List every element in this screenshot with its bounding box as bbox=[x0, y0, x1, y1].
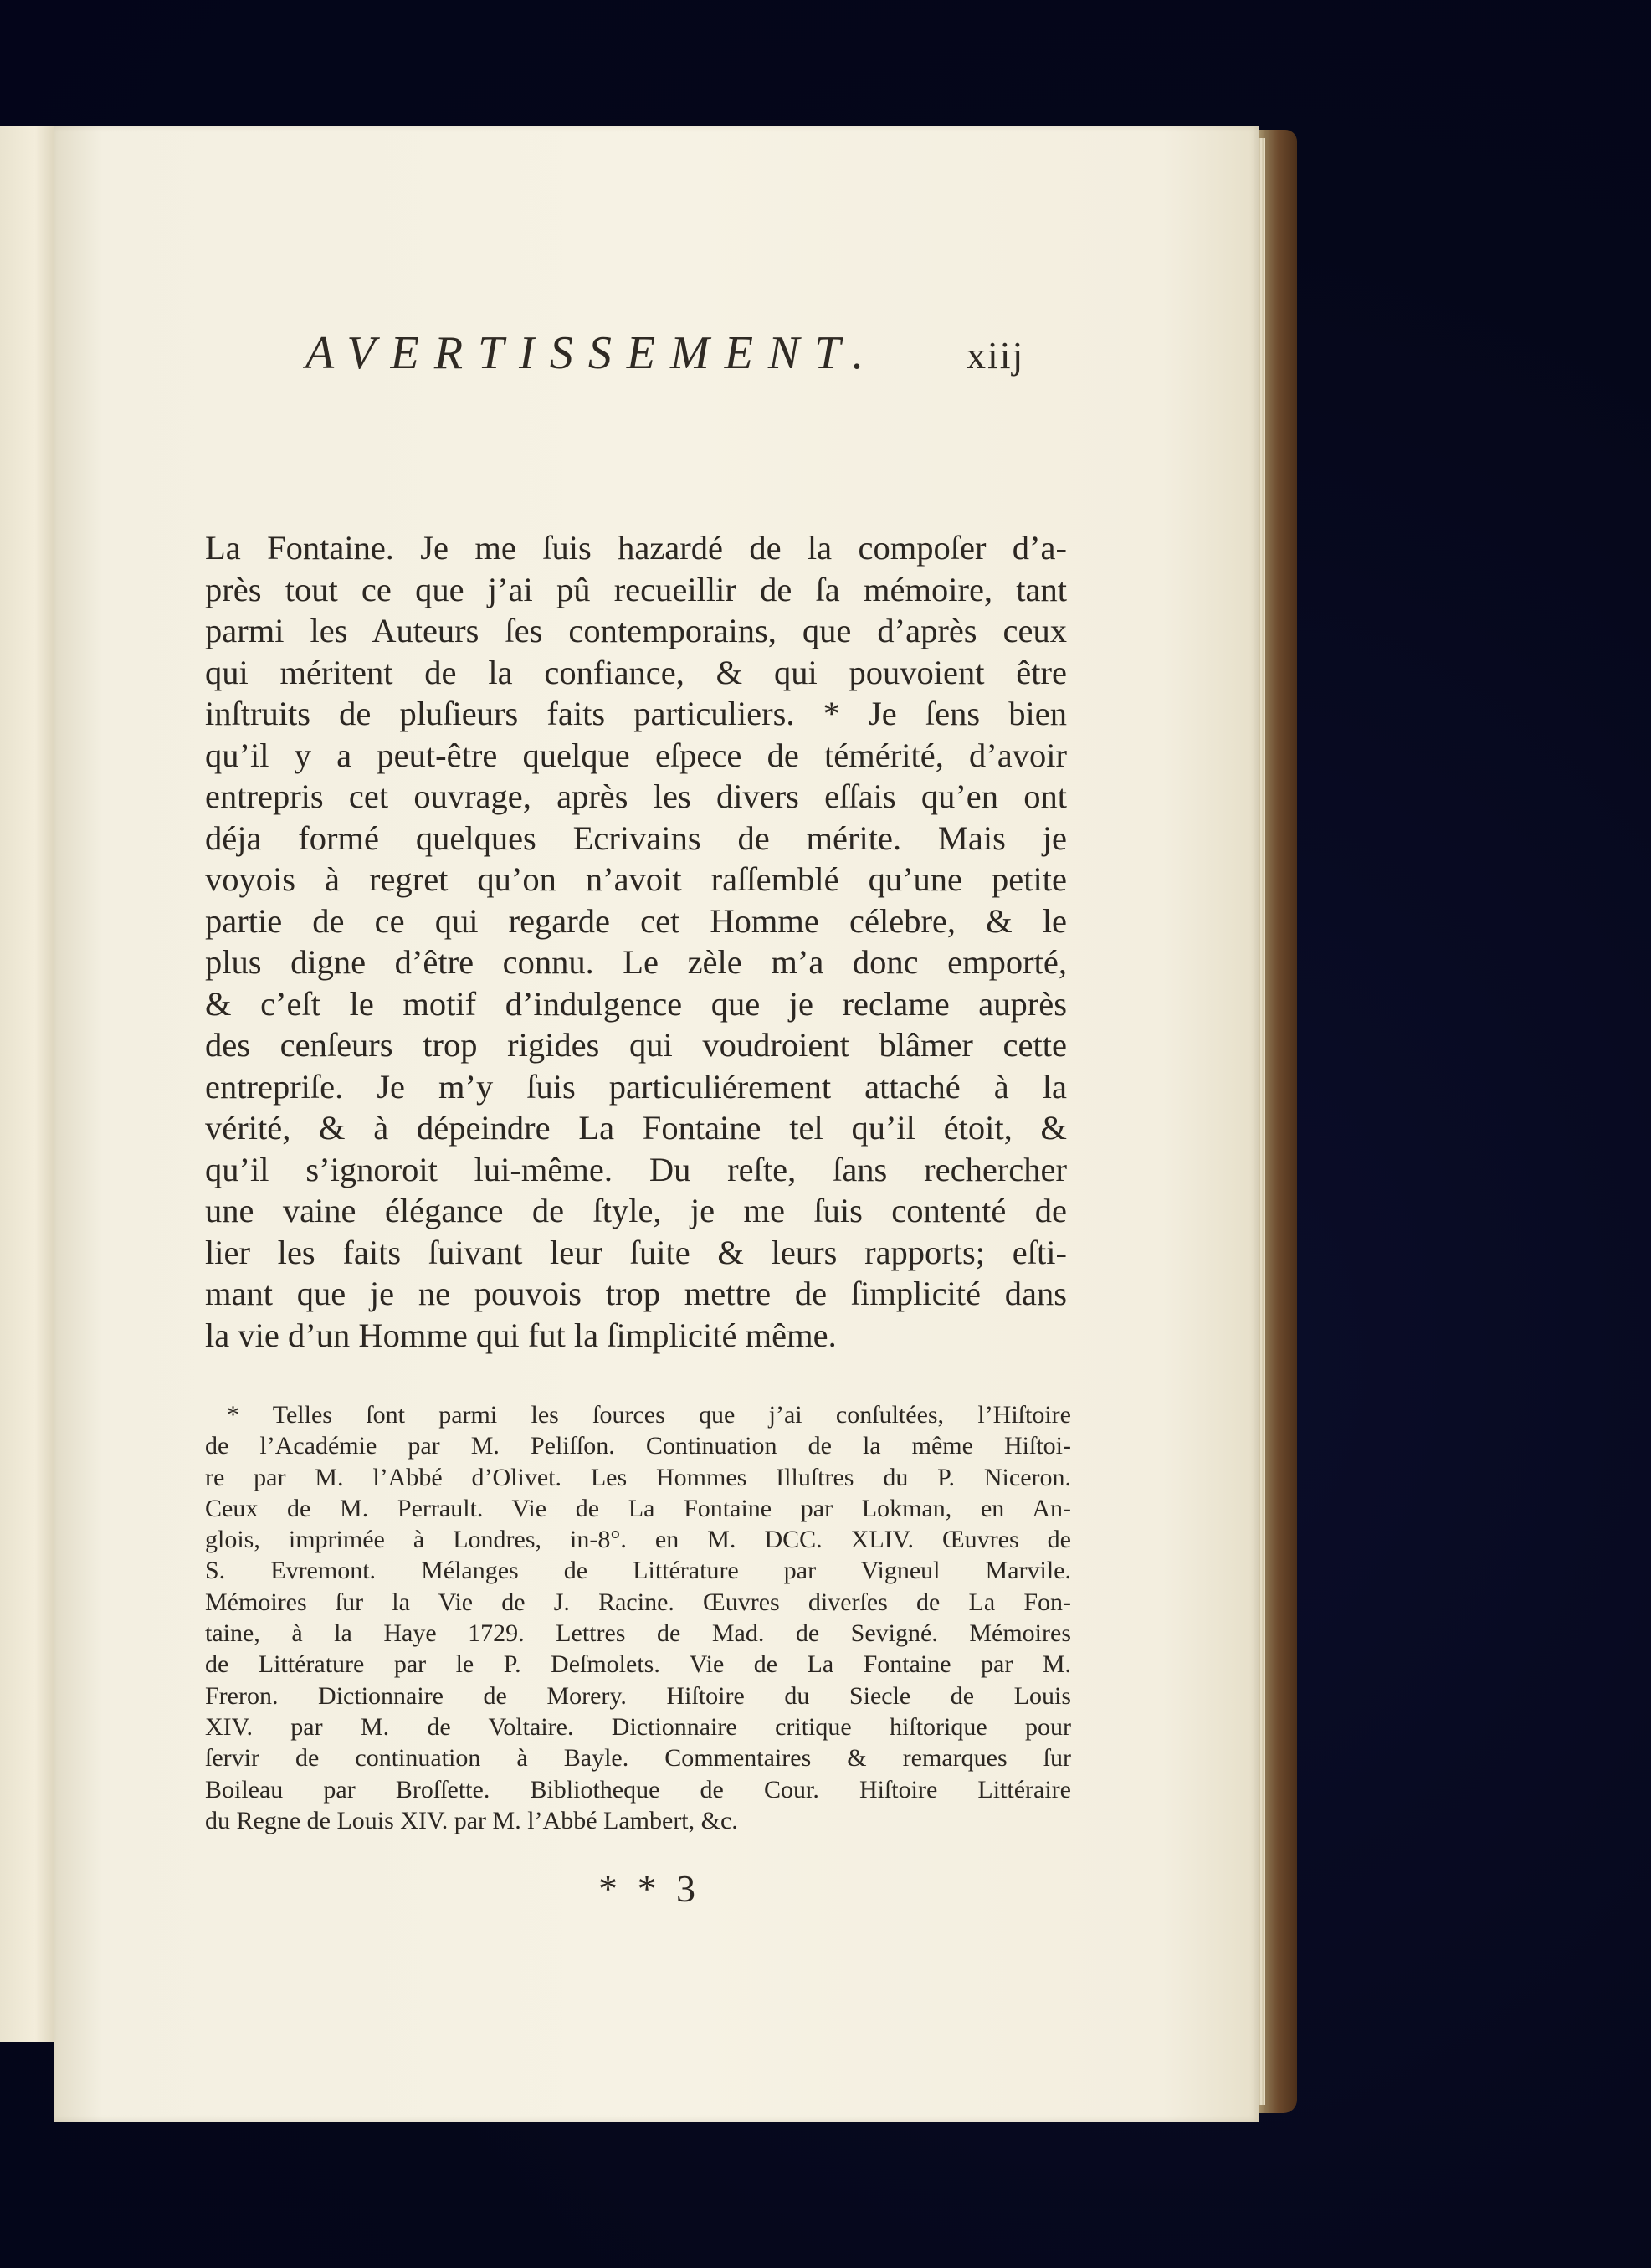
footnote-line: S. Evremont. Mélanges de Littérature par Vigneul Marvile. bbox=[205, 1557, 1071, 1585]
text-line: parmi les Auteurs ſes contemporains, que d’après ceux bbox=[205, 612, 1067, 649]
text-line: une vaine élégance de ſtyle, je me ſuis contenté de bbox=[205, 1192, 1067, 1229]
footnote-line: Ceux de M. Perrault. Vie de La Fontaine par Lokman, en An- bbox=[205, 1494, 1071, 1522]
text-line: partie de ce qui regarde cet Homme célebre, & le bbox=[205, 901, 1067, 940]
text-line: qu’il s’ignoroit lui-même. Du reſte, ſans rechercher bbox=[205, 1150, 1067, 1188]
footnote-line: * Telles ſont parmi les ſources que j’ai conſultées, l’Hiſtoire bbox=[227, 1401, 1071, 1429]
signature-mark: * * 3 bbox=[598, 1867, 700, 1910]
footnote-line: de l’Académie par M. Peliſſon. Continuation de la même Hiſtoi- bbox=[205, 1432, 1071, 1460]
footnote-line: ſervir de continuation à Bayle. Commentaires & remarques ſur bbox=[205, 1744, 1071, 1773]
running-head bbox=[305, 326, 1059, 393]
text-line: plus digne d’être connu. Le zèle m’a donc emporté, bbox=[205, 943, 1067, 981]
page-number: xiij bbox=[967, 334, 1025, 377]
text-line: près tout ce que j’ai pû recueillir de ſa mémoire, tant bbox=[205, 570, 1067, 608]
running-title: AVERTISSEMENT. bbox=[305, 327, 879, 379]
text-line: la vie d’un Homme qui fut la ſimplicité même. bbox=[205, 1316, 837, 1354]
book-page bbox=[54, 126, 1259, 2122]
text-line: voyois à regret qu’on n’avoit raſſemblé qu’une petite bbox=[205, 860, 1067, 898]
text-line: entrepris cet ouvrage, après les divers eſſais qu’en ont bbox=[205, 777, 1067, 815]
footnote-line: XIV. par M. de Voltaire. Dictionnaire critique hiſtorique pour bbox=[205, 1712, 1071, 1741]
footnote bbox=[205, 1399, 1071, 1836]
footnote-line: Freron. Dictionnaire de Morery. Hiſtoire du Siecle de Louis bbox=[205, 1681, 1071, 1710]
previous-page-edge bbox=[0, 126, 59, 2042]
text-line: vérité, & à dépeindre La Fontaine tel qu’il étoit, & bbox=[205, 1109, 1067, 1147]
text-line: qu’il y a peut-être quelque eſpece de témérité, d’avoir bbox=[205, 736, 1067, 774]
text-line: lier les faits ſuivant leur ſuite & leurs rapports; eſti- bbox=[205, 1233, 1067, 1271]
text-line: mant que je ne pouvois trop mettre de ſimplicité dans bbox=[205, 1275, 1067, 1312]
footnote-line: Boileau par Broſſette. Bibliotheque de Cour. Hiſtoire Littéraire bbox=[205, 1775, 1071, 1804]
text-line: déja formé quelques Ecrivains de mérite. Mais je bbox=[205, 818, 1067, 857]
footnote-line: de Littérature par le P. Deſmolets. Vie de La Fontaine par M. bbox=[205, 1650, 1071, 1679]
footnote-line: du Regne de Louis XIV. par M. l’Abbé Lambert, &c. bbox=[205, 1806, 738, 1834]
text-line: & c’eſt le motif d’indulgence que je reclame auprès bbox=[205, 984, 1067, 1023]
footnote-line: glois, imprimée à Londres, in-8°. en M. DCC. XLIV. Œuvres de bbox=[205, 1526, 1071, 1554]
text-line: entrepriſe. Je m’y ſuis particuliérement attaché à la bbox=[205, 1067, 1067, 1106]
footnote-line: taine, à la Haye 1729. Lettres de Mad. de Sevigné. Mémoires bbox=[205, 1619, 1071, 1648]
text-line: La Fontaine. Je me ſuis hazardé de la compoſer d’a- bbox=[205, 529, 1067, 567]
text-line: inſtruits de pluſieurs faits particuliers. * Je ſens bien bbox=[205, 695, 1067, 732]
text-line: qui méritent de la confiance, & qui pouvoient être bbox=[205, 653, 1067, 691]
footnote-line: re par M. l’Abbé d’Olivet. Les Hommes Illuſtres du P. Niceron. bbox=[205, 1463, 1071, 1491]
text-line: des cenſeurs trop rigides qui voudroient blâmer cette bbox=[205, 1026, 1067, 1064]
main-text bbox=[205, 527, 1067, 1356]
footnote-line: Mémoires ſur la Vie de J. Racine. Œuvres diverſes de La Fon- bbox=[205, 1588, 1071, 1616]
